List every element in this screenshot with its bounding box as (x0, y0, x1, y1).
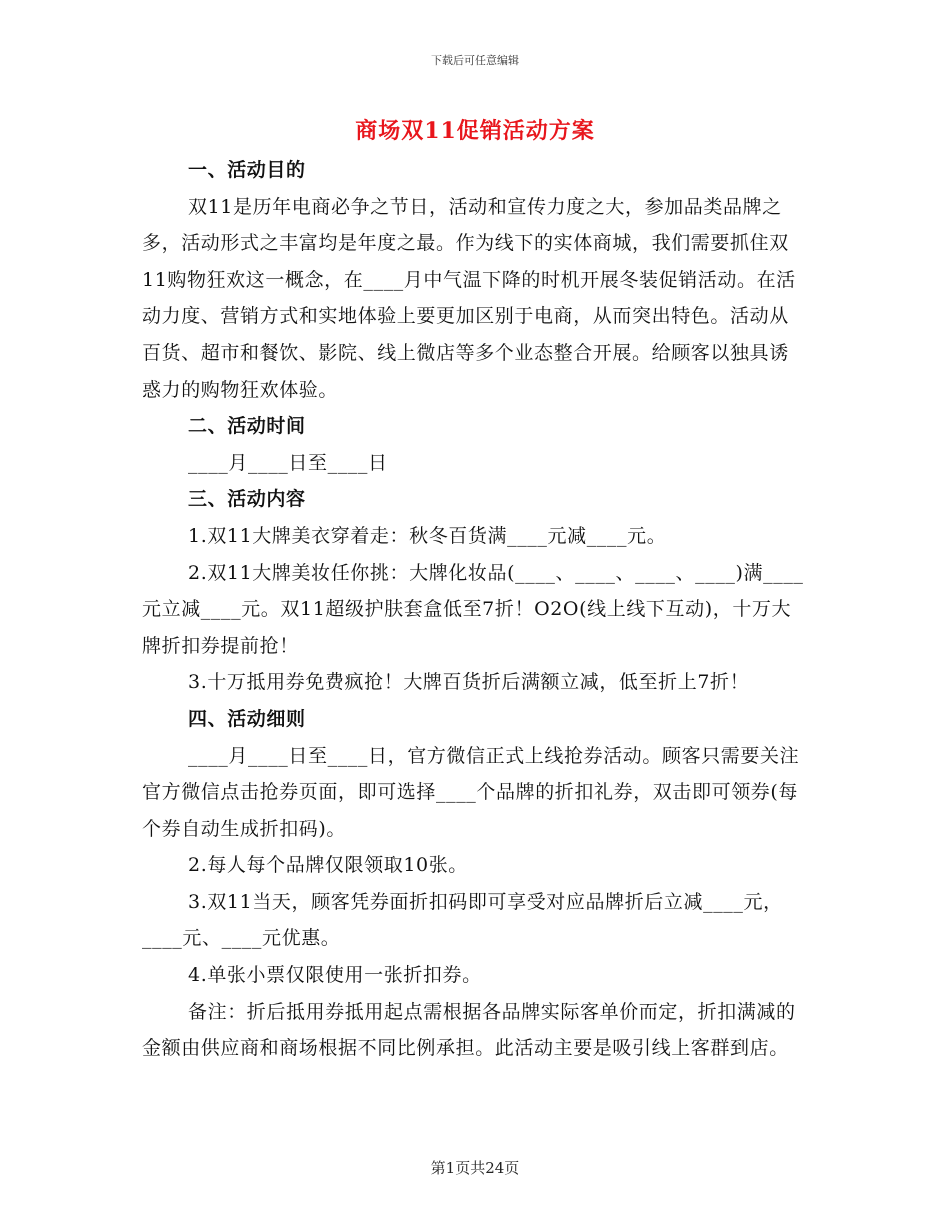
list-item: 3.双11当天，顾客凭券面折扣码即可享受对应品牌折后立减____元，____元、____元优惠。 (142, 890, 783, 950)
document-body (142, 152, 806, 1067)
list-item: 4.单张小票仅限使用一张折扣券。 (188, 964, 482, 987)
list-item: 2.每人每个品牌仅限领取10张。 (188, 854, 468, 877)
note-paragraph: 备注：折后抵用券抵用起点需根据各品牌实际客单价而定，折扣满减的金额由供应商和商场根据不同比例承担。此活动主要是吸引线上客群到店。 (142, 1000, 796, 1060)
page-number: 第1页共24页 (430, 1159, 520, 1177)
list-item: 1.双11大牌美衣穿着走：秋冬百货满____元减____元。 (188, 524, 667, 547)
paragraph: ____月____日至____日，官方微信正式上线抢券活动。顾客只需要关注官方微信点击抢券页面，即可选择____个品牌的折扣礼券，双击即可领券(每个券自动生成折扣码)。 (142, 744, 800, 840)
paragraph: ____月____日至____日 (188, 451, 388, 474)
paragraph: 双11是历年电商必争之节日，活动和宣传力度之大，参加品类品牌之多，活动形式之丰富均是年度之最。作为线下的实体商城，我们需要抓住双11购物狂欢这一概念，在____月中气温下降的时机开展冬装促销活动。在活动力度、营销方式和实地体验上要更加区别于电商，从而突出特色。活动从百货、超市和餐饮、影院、线上微店等多个业态整合开展。给顾客以独具诱惑力的购物狂欢体验。 (142, 195, 796, 401)
list-item: 3.十万抵用券免费疯抢！大牌百货折后满额立减，低至折上7折！ (188, 671, 750, 694)
page-header-note: 下载后可任意编辑 (431, 54, 519, 67)
list-item: 2.双11大牌美妆任你挑：大牌化妆品(____、____、____、____)满____元立减____元。双11超级护肤套盒低至7折！O2O(线上线下互动)，十万大牌折扣券提前抢！ (142, 561, 804, 657)
section-heading: 三、活动内容 (188, 488, 306, 511)
section-heading: 二、活动时间 (188, 415, 306, 438)
document-title: 商场双11促销活动方案 (355, 118, 595, 144)
section-heading: 一、活动目的 (188, 159, 306, 181)
section-heading: 四、活动细则 (188, 707, 306, 730)
